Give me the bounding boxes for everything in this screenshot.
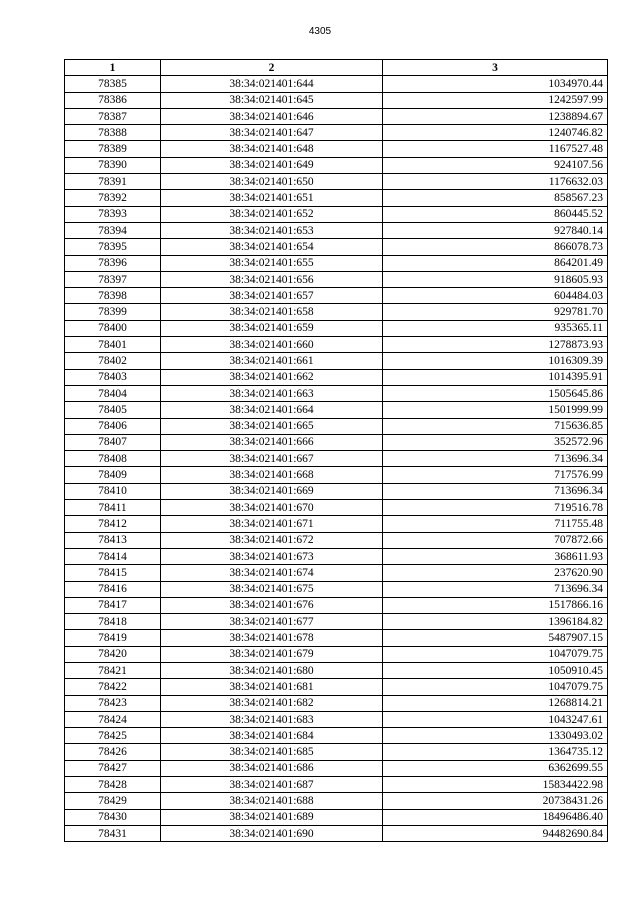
cadastral-number-cell: 38:34:021401:664 <box>161 402 383 418</box>
value-cell: 1278873.93 <box>383 337 608 353</box>
cadastral-number-cell: 38:34:021401:685 <box>161 744 383 760</box>
cadastral-number-cell: 38:34:021401:672 <box>161 532 383 548</box>
table-row <box>65 369 608 385</box>
cadastral-number-cell: 38:34:021401:650 <box>161 174 383 190</box>
table-row <box>65 174 608 190</box>
cadastral-number-cell: 38:34:021401:667 <box>161 451 383 467</box>
value-cell: 717576.99 <box>383 467 608 483</box>
row-number-cell: 78404 <box>65 385 161 401</box>
cadastral-number-cell: 38:34:021401:676 <box>161 597 383 613</box>
row-number-cell: 78407 <box>65 434 161 450</box>
cadastral-number-cell: 38:34:021401:646 <box>161 108 383 124</box>
cadastral-number-cell: 38:34:021401:658 <box>161 304 383 320</box>
row-number-cell: 78418 <box>65 614 161 630</box>
row-number-cell: 78408 <box>65 451 161 467</box>
row-number-cell: 78422 <box>65 679 161 695</box>
table-row <box>65 402 608 418</box>
value-cell: 1517866.16 <box>383 597 608 613</box>
table-row <box>65 760 608 776</box>
cadastral-number-cell: 38:34:021401:655 <box>161 255 383 271</box>
value-cell: 1505645.86 <box>383 385 608 401</box>
row-number-cell: 78423 <box>65 695 161 711</box>
row-number-cell: 78431 <box>65 825 161 841</box>
table-row <box>65 141 608 157</box>
cadastral-number-cell: 38:34:021401:675 <box>161 581 383 597</box>
cadastral-number-cell: 38:34:021401:649 <box>161 157 383 173</box>
cadastral-number-cell: 38:34:021401:680 <box>161 662 383 678</box>
value-cell: 18496486.40 <box>383 809 608 825</box>
table-row <box>65 222 608 238</box>
cadastral-number-cell: 38:34:021401:661 <box>161 353 383 369</box>
table-row <box>65 304 608 320</box>
cadastral-number-cell: 38:34:021401:686 <box>161 760 383 776</box>
value-cell: 711755.48 <box>383 516 608 532</box>
value-cell: 918605.93 <box>383 271 608 287</box>
row-number-cell: 78421 <box>65 662 161 678</box>
cadastral-number-cell: 38:34:021401:651 <box>161 190 383 206</box>
cadastral-number-cell: 38:34:021401:683 <box>161 711 383 727</box>
table-row <box>65 76 608 92</box>
row-number-cell: 78405 <box>65 402 161 418</box>
value-cell: 1050910.45 <box>383 662 608 678</box>
value-cell: 935365.11 <box>383 320 608 336</box>
row-number-cell: 78392 <box>65 190 161 206</box>
value-cell: 1364735.12 <box>383 744 608 760</box>
value-cell: 1240746.82 <box>383 125 608 141</box>
value-cell: 5487907.15 <box>383 630 608 646</box>
value-cell: 866078.73 <box>383 239 608 255</box>
row-number-cell: 78410 <box>65 483 161 499</box>
table-row <box>65 825 608 841</box>
table-row <box>65 190 608 206</box>
page-number: 4305 <box>308 26 332 37</box>
row-number-cell: 78393 <box>65 206 161 222</box>
table-header <box>65 60 608 76</box>
table-row <box>65 271 608 287</box>
value-cell: 860445.52 <box>383 206 608 222</box>
row-number-cell: 78406 <box>65 418 161 434</box>
row-number-cell: 78411 <box>65 500 161 516</box>
value-cell: 715636.85 <box>383 418 608 434</box>
value-cell: 20738431.26 <box>383 793 608 809</box>
row-number-cell: 78399 <box>65 304 161 320</box>
cadastral-number-cell: 38:34:021401:660 <box>161 337 383 353</box>
table-row <box>65 125 608 141</box>
value-cell: 1034970.44 <box>383 76 608 92</box>
row-number-cell: 78413 <box>65 532 161 548</box>
table-row <box>65 483 608 499</box>
cadastral-number-cell: 38:34:021401:687 <box>161 777 383 793</box>
row-number-cell: 78416 <box>65 581 161 597</box>
row-number-cell: 78390 <box>65 157 161 173</box>
value-cell: 713696.34 <box>383 451 608 467</box>
value-cell: 352572.96 <box>383 434 608 450</box>
cadastral-number-cell: 38:34:021401:689 <box>161 809 383 825</box>
table-row <box>65 630 608 646</box>
value-cell: 237620.90 <box>383 565 608 581</box>
cadastral-number-cell: 38:34:021401:657 <box>161 288 383 304</box>
row-number-cell: 78389 <box>65 141 161 157</box>
column-header-3: 3 <box>383 60 608 76</box>
table-row <box>65 92 608 108</box>
cadastral-number-cell: 38:34:021401:644 <box>161 76 383 92</box>
cadastral-number-cell: 38:34:021401:681 <box>161 679 383 695</box>
table-row <box>65 385 608 401</box>
row-number-cell: 78425 <box>65 728 161 744</box>
value-cell: 858567.23 <box>383 190 608 206</box>
row-number-cell: 78395 <box>65 239 161 255</box>
cadastral-number-cell: 38:34:021401:659 <box>161 320 383 336</box>
row-number-cell: 78402 <box>65 353 161 369</box>
cadastral-number-cell: 38:34:021401:647 <box>161 125 383 141</box>
value-cell: 1176632.03 <box>383 174 608 190</box>
table-body <box>65 76 608 842</box>
value-cell: 1238894.67 <box>383 108 608 124</box>
value-cell: 1501999.99 <box>383 402 608 418</box>
row-number-cell: 78430 <box>65 809 161 825</box>
row-number-cell: 78387 <box>65 108 161 124</box>
table-row <box>65 532 608 548</box>
table-row <box>65 597 608 613</box>
row-number-cell: 78420 <box>65 646 161 662</box>
table-row <box>65 451 608 467</box>
cadastral-number-cell: 38:34:021401:684 <box>161 728 383 744</box>
table-row <box>65 206 608 222</box>
table-row <box>65 288 608 304</box>
table-row <box>65 744 608 760</box>
table-row <box>65 255 608 271</box>
value-cell: 707872.66 <box>383 532 608 548</box>
table-row <box>65 695 608 711</box>
value-cell: 1330493.02 <box>383 728 608 744</box>
row-number-cell: 78429 <box>65 793 161 809</box>
table-row <box>65 239 608 255</box>
cadastral-number-cell: 38:34:021401:674 <box>161 565 383 581</box>
value-cell: 1047079.75 <box>383 646 608 662</box>
row-number-cell: 78397 <box>65 271 161 287</box>
row-number-cell: 78394 <box>65 222 161 238</box>
table-row <box>65 728 608 744</box>
header-row <box>65 60 608 76</box>
table-row <box>65 711 608 727</box>
table-row <box>65 809 608 825</box>
cadastral-number-cell: 38:34:021401:662 <box>161 369 383 385</box>
table-row <box>65 467 608 483</box>
table-row <box>65 777 608 793</box>
column-header-1: 1 <box>65 60 161 76</box>
value-cell: 1167527.48 <box>383 141 608 157</box>
value-cell: 929781.70 <box>383 304 608 320</box>
value-cell: 1016309.39 <box>383 353 608 369</box>
value-cell: 927840.14 <box>383 222 608 238</box>
cadastral-number-cell: 38:34:021401:665 <box>161 418 383 434</box>
value-cell: 1047079.75 <box>383 679 608 695</box>
value-cell: 604484.03 <box>383 288 608 304</box>
row-number-cell: 78414 <box>65 548 161 564</box>
table-row <box>65 581 608 597</box>
cadastral-number-cell: 38:34:021401:688 <box>161 793 383 809</box>
table-row <box>65 337 608 353</box>
cadastral-number-cell: 38:34:021401:670 <box>161 500 383 516</box>
cadastral-number-cell: 38:34:021401:645 <box>161 92 383 108</box>
value-cell: 1396184.82 <box>383 614 608 630</box>
row-number-cell: 78409 <box>65 467 161 483</box>
cadastral-number-cell: 38:34:021401:669 <box>161 483 383 499</box>
table-row <box>65 614 608 630</box>
row-number-cell: 78388 <box>65 125 161 141</box>
row-number-cell: 78398 <box>65 288 161 304</box>
row-number-cell: 78391 <box>65 174 161 190</box>
row-number-cell: 78424 <box>65 711 161 727</box>
row-number-cell: 78419 <box>65 630 161 646</box>
table-row <box>65 434 608 450</box>
row-number-cell: 78426 <box>65 744 161 760</box>
table-row <box>65 353 608 369</box>
table-row <box>65 662 608 678</box>
cadastral-number-cell: 38:34:021401:678 <box>161 630 383 646</box>
value-cell: 719516.78 <box>383 500 608 516</box>
value-cell: 713696.34 <box>383 581 608 597</box>
cadastral-number-cell: 38:34:021401:679 <box>161 646 383 662</box>
value-cell: 864201.49 <box>383 255 608 271</box>
table-row <box>65 565 608 581</box>
row-number-cell: 78412 <box>65 516 161 532</box>
cadastral-number-cell: 38:34:021401:653 <box>161 222 383 238</box>
table-row <box>65 500 608 516</box>
cadastral-number-cell: 38:34:021401:656 <box>161 271 383 287</box>
row-number-cell: 78415 <box>65 565 161 581</box>
table-row <box>65 646 608 662</box>
table-row <box>65 516 608 532</box>
value-cell: 1268814.21 <box>383 695 608 711</box>
cadastral-number-cell: 38:34:021401:682 <box>161 695 383 711</box>
cadastral-number-cell: 38:34:021401:663 <box>161 385 383 401</box>
cadastral-number-cell: 38:34:021401:673 <box>161 548 383 564</box>
value-cell: 1043247.61 <box>383 711 608 727</box>
cadastral-number-cell: 38:34:021401:677 <box>161 614 383 630</box>
row-number-cell: 78401 <box>65 337 161 353</box>
table-row <box>65 418 608 434</box>
row-number-cell: 78403 <box>65 369 161 385</box>
table-row <box>65 548 608 564</box>
value-cell: 6362699.55 <box>383 760 608 776</box>
row-number-cell: 78400 <box>65 320 161 336</box>
cadastral-number-cell: 38:34:021401:648 <box>161 141 383 157</box>
table-row <box>65 320 608 336</box>
cadastral-number-cell: 38:34:021401:654 <box>161 239 383 255</box>
value-cell: 368611.93 <box>383 548 608 564</box>
table-row <box>65 108 608 124</box>
row-number-cell: 78396 <box>65 255 161 271</box>
cadastral-number-cell: 38:34:021401:671 <box>161 516 383 532</box>
row-number-cell: 78386 <box>65 92 161 108</box>
value-cell: 1242597.99 <box>383 92 608 108</box>
value-cell: 1014395.91 <box>383 369 608 385</box>
value-cell: 924107.56 <box>383 157 608 173</box>
value-cell: 94482690.84 <box>383 825 608 841</box>
cadastral-number-cell: 38:34:021401:666 <box>161 434 383 450</box>
value-cell: 15834422.98 <box>383 777 608 793</box>
column-header-2: 2 <box>161 60 383 76</box>
table-row <box>65 157 608 173</box>
table-row <box>65 679 608 695</box>
cadastral-number-cell: 38:34:021401:668 <box>161 467 383 483</box>
row-number-cell: 78428 <box>65 777 161 793</box>
cadastral-number-cell: 38:34:021401:690 <box>161 825 383 841</box>
value-cell: 713696.34 <box>383 483 608 499</box>
row-number-cell: 78385 <box>65 76 161 92</box>
row-number-cell: 78427 <box>65 760 161 776</box>
row-number-cell: 78417 <box>65 597 161 613</box>
cadastral-number-cell: 38:34:021401:652 <box>161 206 383 222</box>
table-row <box>65 793 608 809</box>
data-table <box>64 59 608 842</box>
